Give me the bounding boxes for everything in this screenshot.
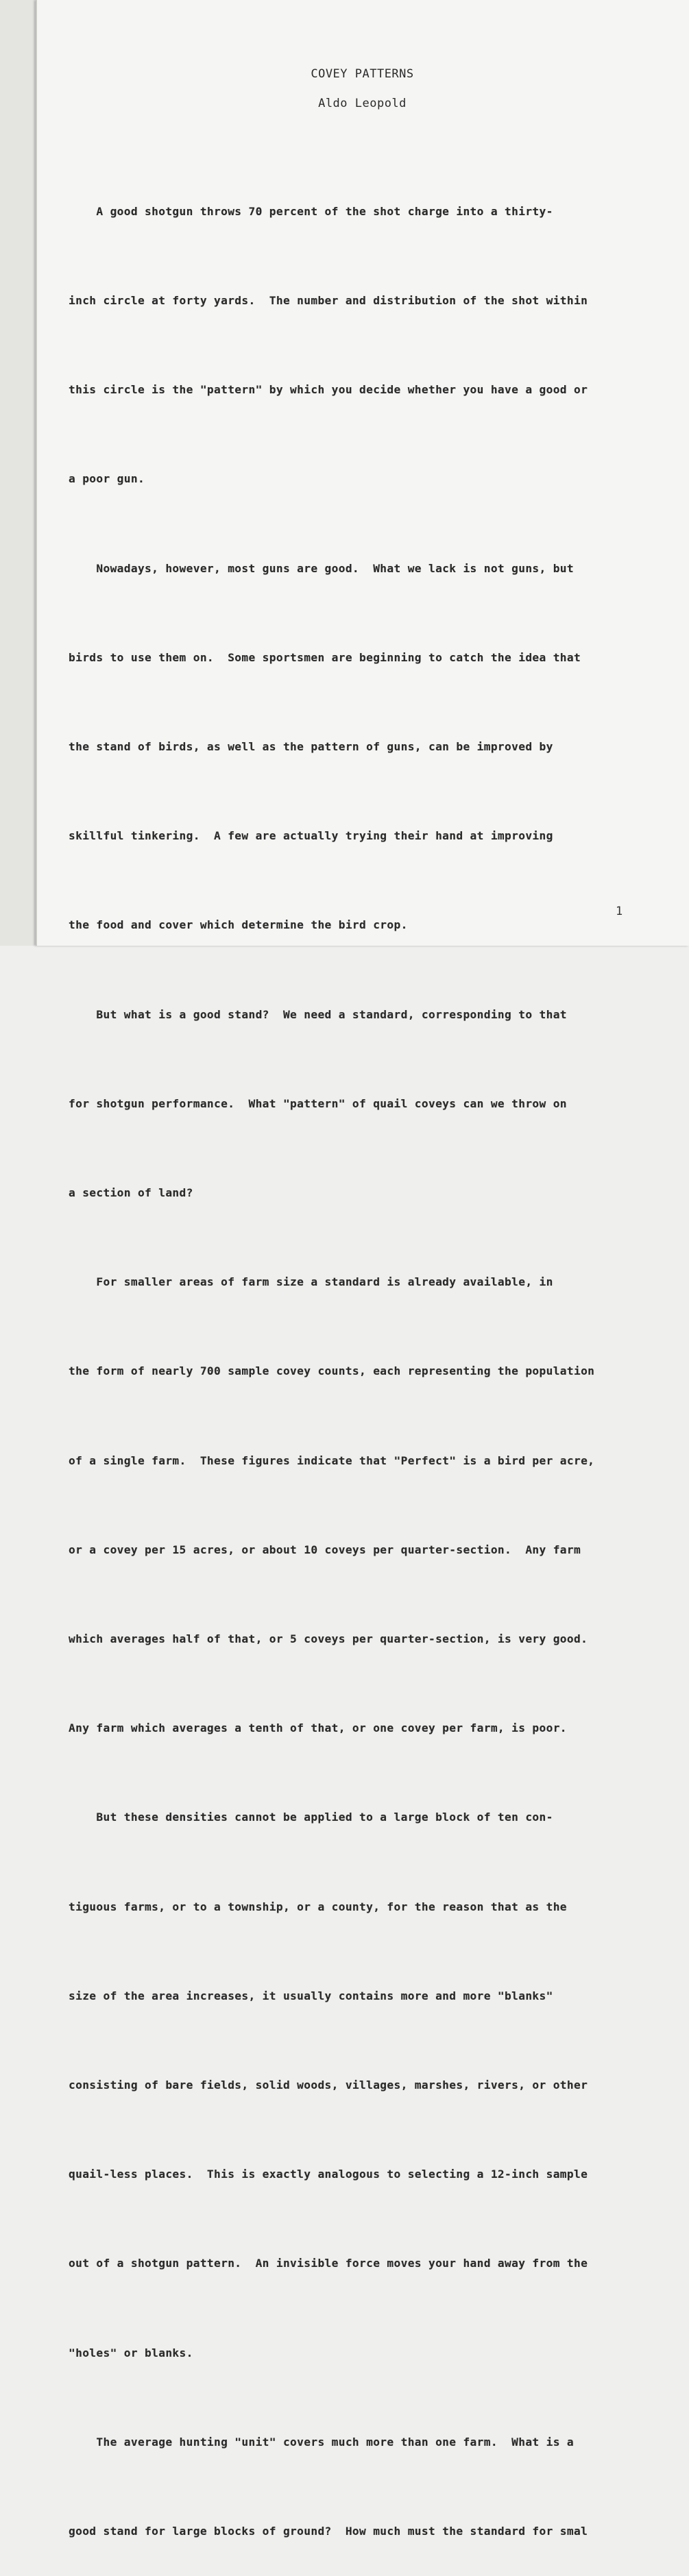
document-title: COVEY PATTERNS — [311, 67, 414, 81]
body-line: skillful tinkering. A few are actually trying their hand at improving — [69, 829, 553, 843]
body-line: The average hunting "unit" covers much more than one farm. What is a — [69, 2435, 574, 2449]
body-line: for shotgun performance. What "pattern" of quail coveys can we throw on — [69, 1096, 567, 1110]
body-line: the food and cover which determine the bird crop. — [69, 918, 408, 932]
body-line: tiguous farms, or to a township, or a county, for the reason that as the — [69, 1900, 567, 1913]
body-line: size of the area increases, it usually contains more and more "blanks" — [69, 1989, 553, 2002]
body-line: For smaller areas of farm size a standard is already available, in — [69, 1275, 553, 1289]
body-line: a poor gun. — [69, 472, 145, 486]
adjacent-page-edge — [0, 0, 36, 946]
body-line: quail-less places. This is exactly analogous to selecting a 12-inch sample — [69, 2168, 588, 2181]
body-line: which averages half of that, or 5 coveys per quarter-section, is very good. — [69, 1632, 588, 1646]
body-line: inch circle at forty yards. The number and distribution of the shot within — [69, 294, 588, 308]
body-line: the stand of birds, as well as the pattern of guns, can be improved by — [69, 740, 553, 754]
body-line: A good shotgun throws 70 percent of the shot charge into a thirty- — [69, 204, 553, 218]
page-number: 1 — [616, 905, 623, 918]
body-line: Any farm which averages a tenth of that, or one covey per farm, is poor. — [69, 1721, 567, 1735]
body-line: the form of nearly 700 sample covey counts, each representing the population — [69, 1364, 595, 1378]
body-line: a section of land? — [69, 1186, 193, 1200]
body-line: good stand for large blocks of ground? How much must the standard for smal — [69, 2525, 588, 2538]
body-line: out of a shotgun pattern. An invisible force moves your hand away from the — [69, 2257, 588, 2270]
body-line: of a single farm. These figures indicate that "Perfect" is a bird per acre, — [69, 1453, 595, 1467]
body-line: But what is a good stand? We need a standard, corresponding to that — [69, 1007, 567, 1021]
document-author: Aldo Leopold — [318, 97, 407, 110]
body-line: "holes" or blanks. — [69, 2346, 193, 2359]
body-line: But these densities cannot be applied to a large block of ten con- — [69, 1811, 553, 1824]
body-line: consisting of bare fields, solid woods, villages, marshes, rivers, or other — [69, 2078, 588, 2092]
body-line: birds to use them on. Some sportsmen are beginning to catch the idea that — [69, 650, 581, 664]
body-line: this circle is the "pattern" by which you decide whether you have a good or — [69, 383, 588, 397]
body-line: or a covey per 15 acres, or about 10 coveys per quarter-section. Any farm — [69, 1543, 581, 1556]
body-line: Nowadays, however, most guns are good. What we lack is not guns, but — [69, 561, 574, 575]
document-body — [69, 137, 631, 2576]
page-edge-line — [36, 0, 37, 946]
